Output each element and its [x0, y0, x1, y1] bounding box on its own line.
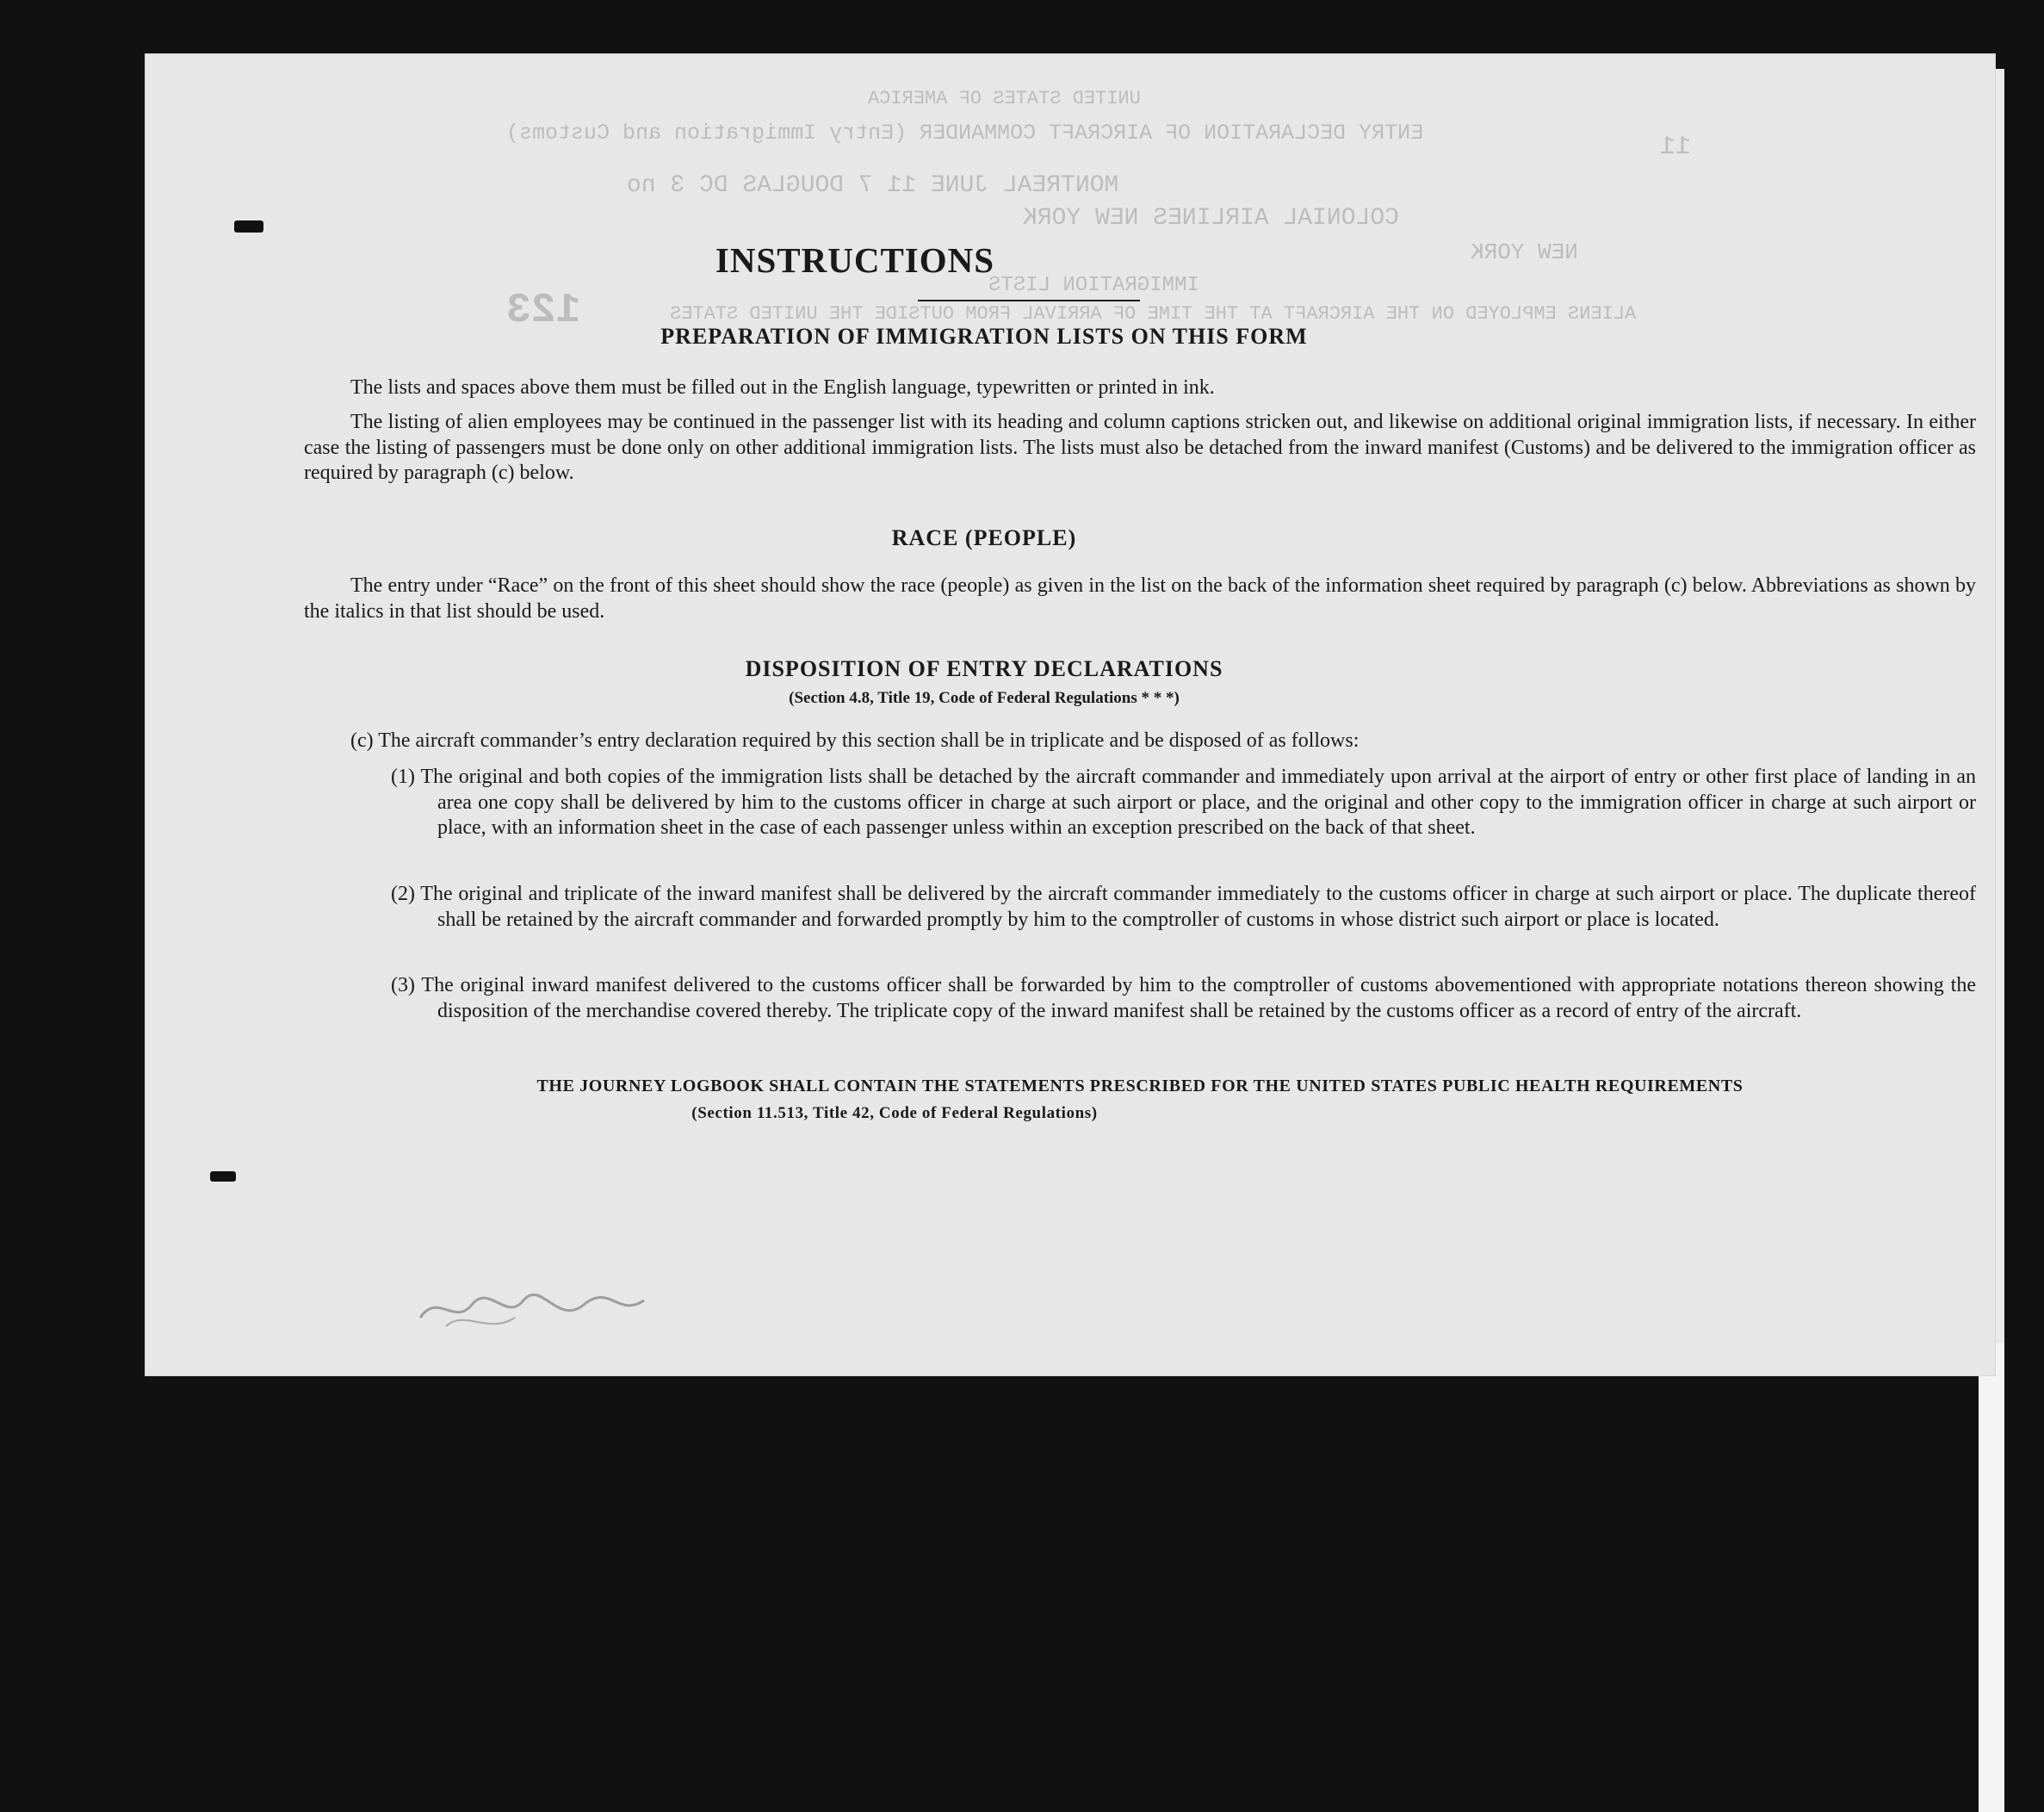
disposition-item-3: (3) The original inward manifest delivered to the customs officer shall be forwarded by him to the comptroller of customs abovementioned with appropriate notations thereon showing the disposition of the merchandise covered thereby. The triplicate copy of the inward manifest shall be retained by the customs officer as a record of entry of the aircraft.: [391, 974, 1976, 1022]
title-underline: [918, 300, 1140, 301]
signature-scribble: [412, 1275, 653, 1343]
bleed-line: MONTREAL JUNE 11 7 DOUGLAS DC 3 no: [627, 172, 1119, 199]
preparation-paragraph-1-text: The lists and spaces above them must be filled out in the English language, typewritten or printed in ink.: [350, 376, 1215, 399]
bleed-line: ENTRY DECLARATION OF AIRCRAFT COMMANDER (Entry Immigration and Customs): [506, 121, 1424, 146]
document-page: [145, 53, 1996, 1376]
background-strip-lower: [1979, 1343, 2004, 1812]
bleed-number: 123: [506, 288, 581, 334]
disposition-item-1: (1) The original and both copies of the immigration lists shall be detached by the aircraft commander and immediately upon arrival at the airport of entry or other first place of landing in an area one copy shall be delivered by him to the customs officer in charge at such airport or place, and the original and other copy to the immigration officer in charge at such airport or place, with an information sheet in the case of each passenger unless within an exception prescribed on the back of that sheet.: [391, 766, 1976, 839]
race-paragraph-text: The entry under “Race” on the front of this sheet should show the race (people) as given in the list on the back of the information sheet required by paragraph (c) below. Abbreviations as shown by the italics in that list should be used.: [304, 574, 1976, 623]
preparation-paragraph-2-text: The listing of alien employees may be continued in the passenger list with its heading and column captions stricken out, and likewise on additional original immigration lists, if necessary. In either case the listing of passengers must be done only on other additional immigration lists. The lists must also be detached from the inward manifest (Customs) and be delivered to the immigration officer as required by paragraph (c) below.: [304, 411, 1976, 484]
bleed-line: NEW YORK: [1471, 239, 1578, 265]
bleed-page-number: 11: [1660, 133, 1692, 162]
race-heading: RACE (PEOPLE): [891, 525, 1077, 550]
page-title: INSTRUCTIONS: [715, 240, 995, 280]
disposition-intro-text: (c) The aircraft commander’s entry declaration required by this section shall be in triplicate and be disposed of as follows:: [350, 729, 1360, 752]
race-paragraph: [304, 574, 1976, 624]
bleed-line: COLONIAL AIRLINES NEW YORK: [1023, 205, 1399, 232]
instructions-content: [145, 53, 1996, 1376]
preparation-paragraph-2: [304, 410, 1976, 487]
footer-citation: (Section 11.513, Title 42, Code of Federal Regulations): [691, 1104, 1098, 1122]
preparation-heading: PREPARATION OF IMMIGRATION LISTS ON THIS FORM: [660, 324, 1308, 349]
disposition-citation: (Section 4.8, Title 19, Code of Federal Regulations * * *): [789, 689, 1180, 707]
disposition-intro: [304, 729, 1976, 754]
disposition-heading: DISPOSITION OF ENTRY DECLARATIONS: [745, 656, 1223, 681]
disposition-item-2: (2) The original and triplicate of the inward manifest shall be delivered by the aircraft commander immediately to the customs officer in charge at such airport or place. The duplicate thereof shall be retained by the aircraft commander and forwarded promptly by him to the comptroller of customs in whose district such airport or place is located.: [391, 883, 1976, 931]
preparation-paragraph-1: [304, 375, 1976, 401]
footer-requirements: THE JOURNEY LOGBOOK SHALL CONTAIN THE STATEMENTS PRESCRIBED FOR THE UNITED STATES PUBLIC HEALTH REQUIREMENTS: [536, 1077, 1744, 1095]
bleed-line: ALIENS EMPLOYED ON THE AIRCRAFT AT THE TIME OF ARRIVAL FROM OUTSIDE THE UNITED STATES: [670, 303, 1637, 325]
bleed-line: IMMIGRATION LISTS: [988, 274, 1199, 297]
bleed-line: UNITED STATES OF AMERICA: [868, 88, 1141, 109]
